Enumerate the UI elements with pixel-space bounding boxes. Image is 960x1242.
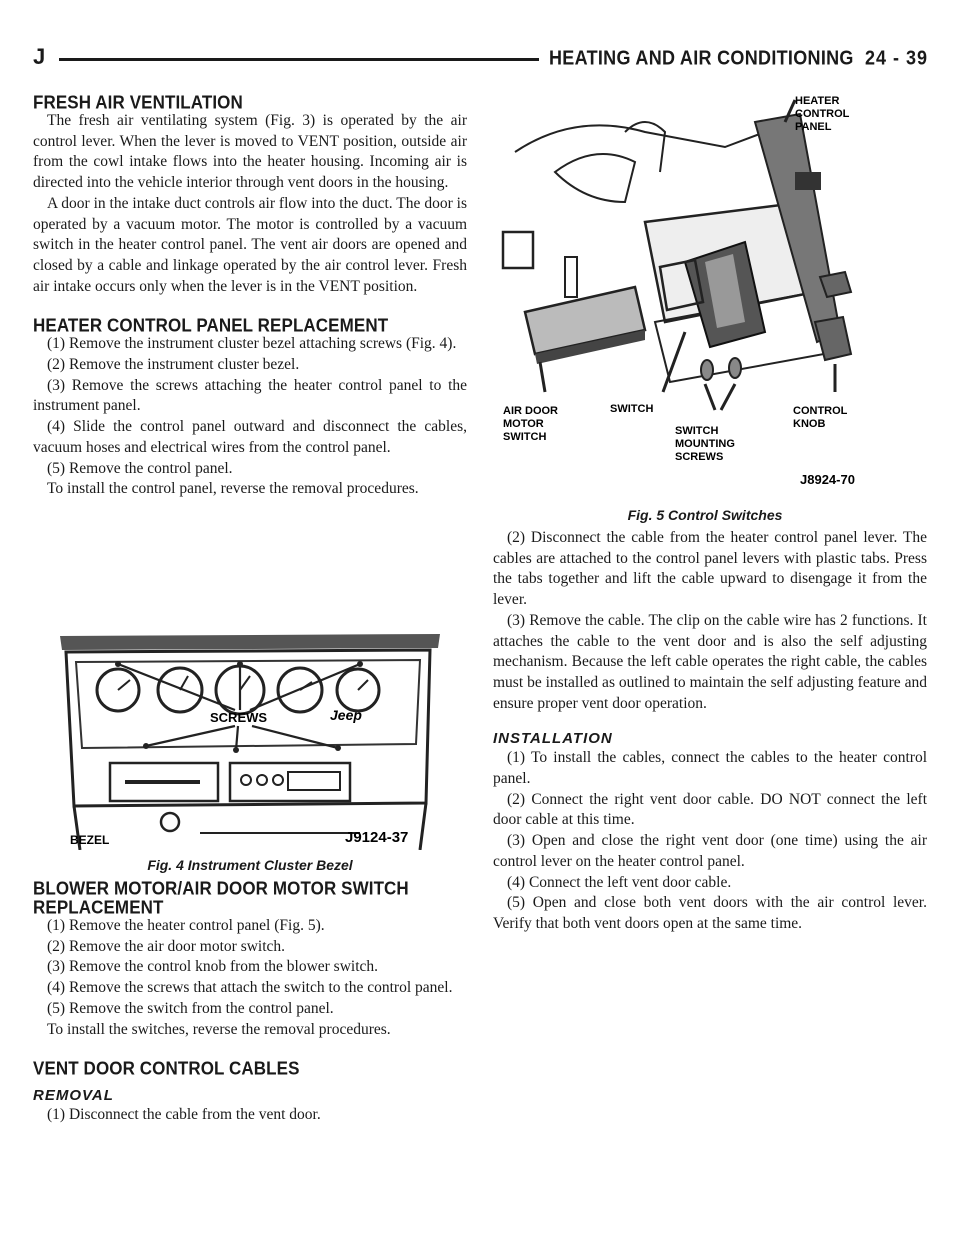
step: (1) Disconnect the cable from the vent door. [47,1106,321,1124]
step: (1) Remove the heater control panel (Fig. 5). [47,917,325,934]
label-mount-l3: SCREWS [675,451,724,463]
step: To install the switches, reverse the removal procedures. [47,1020,391,1038]
step: (5) Remove the switch from the control panel. [47,999,334,1017]
label-mount-l1: SWITCH [675,425,719,437]
label-air-l3: SWITCH [503,431,547,443]
control-switches-illustration [495,92,927,500]
label-heater-l2: CONTROL [795,108,850,120]
figure-code: J9124-37 [345,829,409,846]
label-screws: SCREWS [210,710,268,725]
section-title-vent-cables: VENT DOOR CONTROL CABLES [33,1058,300,1080]
header-rule [59,58,539,61]
label-bezel: BEZEL [70,833,110,847]
figure-code: J8924-70 [800,472,855,487]
page-number: 24 - 39 [864,46,928,69]
label-brand: Jeep [330,707,362,723]
step: (4) Connect the left vent door cable. [507,873,732,891]
header-title: HEATING AND AIR CONDITIONING [549,46,854,69]
section-title-blower-line1: BLOWER MOTOR/AIR DOOR MOTOR SWITCH [33,878,409,899]
label-knob-l1: CONTROL [793,405,848,417]
instrument-cluster-illustration [60,628,440,850]
step: (3) Remove the control knob from the blower switch. [47,958,379,976]
right-column [493,528,927,935]
label-air-l1: AIR DOOR [503,405,558,417]
label-knob-l2: KNOB [793,418,826,430]
header-letter: J [33,44,46,69]
subsection-title-installation: INSTALLATION [493,730,613,748]
step: (2) Connect the right vent door cable. DO NOT connect the left door cable at this time. [493,790,927,829]
step: (3) Remove the screws attaching the heater control panel to the instrument panel. [33,376,467,415]
left-column [33,92,467,500]
step: To install the control panel, reverse the removal procedures. [47,480,419,498]
left-column-lower [33,878,467,1126]
paragraph: The fresh air ventilating system (Fig. 3) is operated by the air control lever. When the lever is moved to VENT position, outside air from the cowl intake flows into the heater housing. Incoming air is directed into the vehicle interior through vent doors in the housing. [33,112,467,192]
figure-5 [495,92,927,522]
step: (5) Remove the control panel. [47,459,233,477]
step: (3) Remove the cable. The clip on the cable wire has 2 functions. It attaches the cable to the vent door and is also the self adjusting mechanism. Because the left cable operates the right cable, the cables must be installed as outlined to maintain the self adjusting feature and ensure proper vent door operation. [493,611,927,712]
page-header [33,44,928,74]
subsection-title-removal: REMOVAL [33,1087,114,1105]
label-heater-l1: HEATER [795,95,840,107]
step: (3) Open and close the right vent door (one time) using the air control lever on the heater control panel. [493,832,927,870]
label-air-l2: MOTOR [503,418,544,430]
figure-caption: Fig. 5 Control Switches [627,507,783,523]
figure-caption: Fig. 4 Instrument Cluster Bezel [147,857,353,873]
section-title-blower-line2: REPLACEMENT [33,897,164,918]
step: (4) Slide the control panel outward and disconnect the cables, vacuum hoses and electrical wires from the control panel. [33,418,467,456]
step: (5) Open and close both vent doors with the air control lever. Verify that both vent doors open at the same time. [493,894,927,932]
step: (2) Remove the air door motor switch. [47,937,286,955]
step: (1) Remove the instrument cluster bezel attaching screws (Fig. 4). [47,335,457,353]
step: (2) Disconnect the cable from the heater control panel lever. The cables are attached to the control panel levers with plastic tabs. Press the tabs together and lift the cable upward to disengage it from the lever. [493,529,927,609]
label-heater-l3: PANEL [795,121,832,133]
figure-4 [60,628,440,873]
paragraph: A door in the intake duct controls air flow into the duct. The door is operated by a vacuum motor. The motor is controlled by a vacuum switch in the heater control panel. The vent air doors are opened and closed by a cable and linkage operated by the air control lever. Fresh air intake occurs only when the lever is in the VENT position. [33,194,467,295]
label-switch: SWITCH [610,403,654,415]
label-mount-l2: MOUNTING [675,438,735,450]
step: (1) To install the cables, connect the cables to the heater control panel. [493,749,927,788]
section-title-fresh-air: FRESH AIR VENTILATION [33,92,243,113]
section-title-heater-panel: HEATER CONTROL PANEL REPLACEMENT [33,315,389,337]
step: (4) Remove the screws that attach the switch to the control panel. [47,979,453,997]
step: (2) Remove the instrument cluster bezel. [47,356,300,374]
